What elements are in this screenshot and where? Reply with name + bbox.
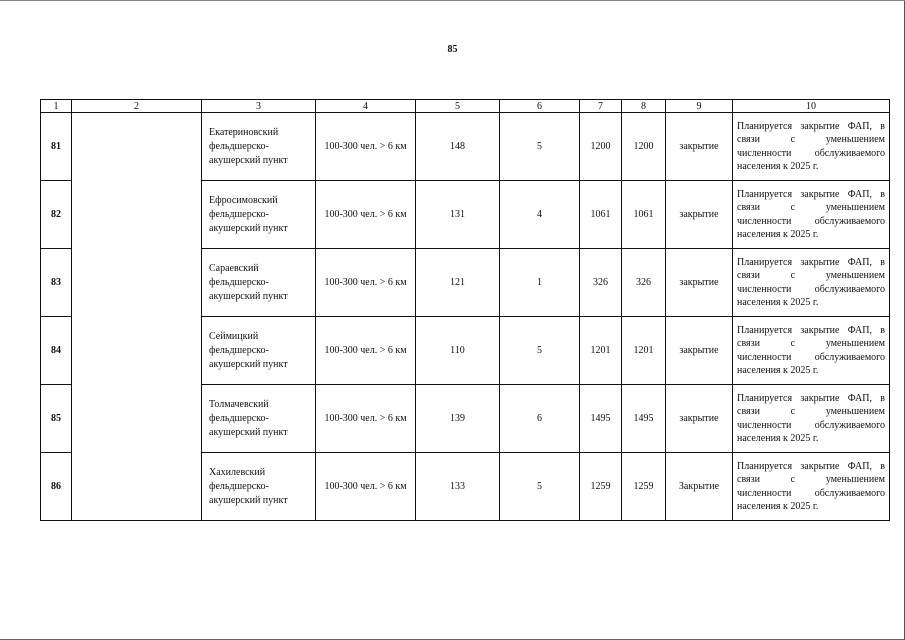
distance-category: 100-300 чел. > 6 км [316,453,416,521]
planned-action: закрытие [666,317,733,385]
column-header: 5 [416,100,500,113]
column-6-value: 4 [500,181,580,249]
planned-action: Закрытие [666,453,733,521]
column-5-value: 121 [416,249,500,317]
facility-name: Толмачевский фельдшерско-акушерский пункт [202,385,316,453]
note-text: Планируется закрытие ФАП, в связи с уменьшением численности обслуживаемого населения к 2025 г. [733,181,890,249]
note-text: Планируется закрытие ФАП, в связи с уменьшением численности обслуживаемого населения к 2025 г. [733,317,890,385]
facility-name: Ефросимовский фельдшерско-акушерский пункт [202,181,316,249]
note-text: Планируется закрытие ФАП, в связи с уменьшением численности обслуживаемого населения к 2025 г. [733,249,890,317]
page-number: 85 [447,44,458,55]
facility-name: Сеймицкий фельдшерско-акушерский пункт [202,317,316,385]
column-7-value: 1259 [580,453,622,521]
column-8-value: 1259 [622,453,666,521]
column-header: 8 [622,100,666,113]
column-5-value: 110 [416,317,500,385]
column-header: 6 [500,100,580,113]
column-header: 3 [202,100,316,113]
distance-category: 100-300 чел. > 6 км [316,317,416,385]
planned-action: закрытие [666,113,733,181]
column-5-value: 131 [416,181,500,249]
column-6-value: 5 [500,453,580,521]
distance-category: 100-300 чел. > 6 км [316,181,416,249]
top-rule [0,0,905,1]
facility-name: Екатериновский фельдшерско-акушерский пункт [202,113,316,181]
planned-action: закрытие [666,385,733,453]
facility-name: Сараевский фельдшерско-акушерский пункт [202,249,316,317]
planned-action: закрытие [666,249,733,317]
distance-category: 100-300 чел. > 6 км [316,385,416,453]
row-number: 86 [41,453,72,521]
column-8-value: 1200 [622,113,666,181]
facility-table [40,99,890,521]
column-header: 7 [580,100,622,113]
column-6-value: 1 [500,249,580,317]
column-8-value: 326 [622,249,666,317]
column-8-value: 1495 [622,385,666,453]
column-8-value: 1201 [622,317,666,385]
column-7-value: 1495 [580,385,622,453]
column-header: 9 [666,100,733,113]
column-5-value: 148 [416,113,500,181]
row-number: 84 [41,317,72,385]
column-7-value: 1201 [580,317,622,385]
row-number: 81 [41,113,72,181]
distance-category: 100-300 чел. > 6 км [316,113,416,181]
column-7-value: 1061 [580,181,622,249]
distance-category: 100-300 чел. > 6 км [316,249,416,317]
column-header: 4 [316,100,416,113]
table-row [41,113,890,181]
row-number: 82 [41,181,72,249]
column-header: 1 [41,100,72,113]
column-header: 2 [72,100,202,113]
planned-action: закрытие [666,181,733,249]
row-number: 83 [41,249,72,317]
facility-name: Хахилевский фельдшерско-акушерский пункт [202,453,316,521]
column-5-value: 133 [416,453,500,521]
merged-column-2 [72,113,202,521]
column-6-value: 6 [500,385,580,453]
column-6-value: 5 [500,317,580,385]
row-number: 85 [41,385,72,453]
header-row [41,100,890,113]
column-5-value: 139 [416,385,500,453]
note-text: Планируется закрытие ФАП, в связи с уменьшением численности обслуживаемого населения к 2025 г. [733,385,890,453]
column-8-value: 1061 [622,181,666,249]
column-7-value: 1200 [580,113,622,181]
column-7-value: 326 [580,249,622,317]
column-header: 10 [733,100,890,113]
column-6-value: 5 [500,113,580,181]
note-text: Планируется закрытие ФАП, в связи с уменьшением численности обслуживаемого населения к 2025 г. [733,113,890,181]
note-text: Планируется закрытие ФАП, в связи с уменьшением численности обслуживаемого населения к 2025 г. [733,453,890,521]
